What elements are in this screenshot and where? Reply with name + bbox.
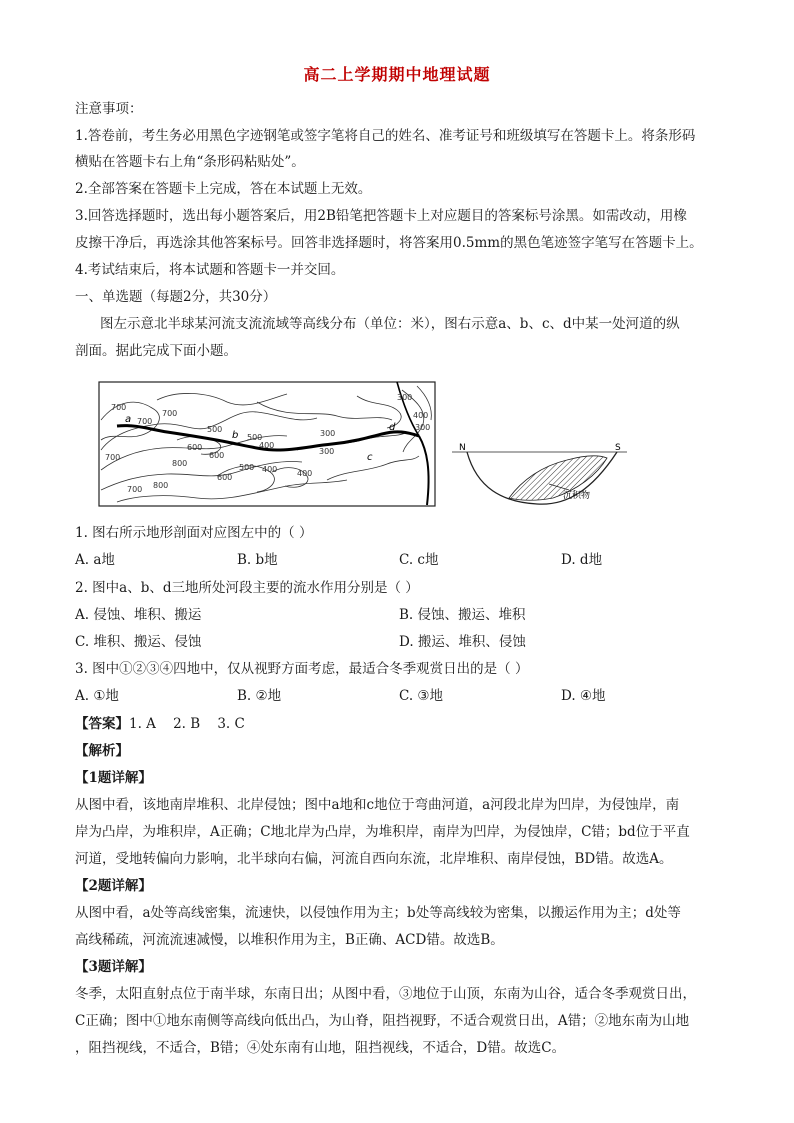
contour-label: 300 [319,447,335,456]
page-title: 高二上学期期中地理试题 [303,65,491,84]
contour-label: 500 [247,433,263,442]
question-2-stem: 2. 图中a、b、d三地所处河段主要的流水作用分别是（ ） [75,580,419,596]
q1-option-c: C. c地 [399,552,439,568]
q3-option-a: A. ①地 [75,688,119,704]
contour-label: 300 [320,429,336,438]
contour-labels [105,393,430,494]
contour-label: 800 [172,459,188,468]
q2-option-a: A. 侵蚀、堆积、搬运 [75,607,202,623]
q2-option-b: B. 侵蚀、搬运、堆积 [399,607,526,623]
q2-option-d: D. 搬运、堆积、侵蚀 [399,634,526,650]
question-1-stem: 1. 图右所示地形剖面对应图左中的（ ） [75,525,313,541]
q1-option-b: B. b地 [237,552,278,568]
contour-label: 700 [137,417,153,426]
note-2: 2.全部答案在答题卡上完成，答在本试题上无效。 [75,181,372,197]
q3-option-b: B. ②地 [237,688,282,704]
contour-label: 400 [297,469,313,478]
section-heading: 一、单选题（每题2分，共30分） [75,289,277,305]
detail-1-line-2: 岸为凸岸，为堆积岸，A正确；C地北岸为凸岸，为堆积岸，南岸为凹岸，为侵蚀岸，C错；bd位于平直 [75,824,690,840]
q2-option-c: C. 堆积、搬运、侵蚀 [75,634,202,650]
note-4: 4.考试结束后，将本试题和答题卡一并交回。 [75,262,345,278]
detail-2-line-2: 高线稀疏，河流流速减慢，以堆积作用为主，B正确、ACD错。故选B。 [75,932,504,948]
detail-2-label: 【2题详解】 [75,878,152,894]
contour-label: 600 [209,451,225,460]
q3-option-c: C. ③地 [399,688,444,704]
detail-3-line-1: 冬季，太阳直射点位于南半球，东南日出；从图中看，③地位于山顶，东南为山谷，适合冬季观赏日出， [75,986,696,1002]
deposit-area [509,456,607,500]
contour-label: 600 [187,443,203,452]
contour-label: 700 [105,453,121,462]
note-3b: 皮擦干净后，再选涂其他答案标号。回答非选择题时，将答案用0.5mm的黑色笔迹签字笔写在答题卡上。 [75,235,703,251]
note-1a: 1.答卷前，考生务必用黑色字迹钢笔或签字笔将自己的姓名、准考证号和班级填写在答题卡上。将条形码 [75,128,696,144]
point-d-label: d [389,422,396,433]
point-c-label: c [367,452,373,463]
contour-label: 300 [397,393,413,402]
detail-3-label: 【3题详解】 [75,959,152,975]
figure-svg [97,380,637,510]
answer-text: 1. A 2. B 3. C [129,716,245,732]
contour-label: 700 [127,485,143,494]
note-1b: 横贴在答题卡右上角“条形码粘贴处”。 [75,154,305,170]
contour-label: 400 [262,465,278,474]
q3-option-d: D. ④地 [561,688,606,704]
contour-label: 400 [259,441,275,450]
contour-label: 300 [415,423,431,432]
profile-north-label: N [459,443,466,453]
analysis-label: 【解析】 [75,743,129,759]
question-3-stem: 3. 图中①②③④四地中，仅从视野方面考虑，最适合冬季观赏日出的是（ ） [75,661,529,677]
q1-option-d: D. d地 [561,552,603,568]
detail-3-line-2: C正确；图中①地东南侧等高线向低出凸，为山脊，阻挡视野，不适合观赏日出，A错；②地东南为山地 [75,1013,690,1029]
contour-label: 700 [111,403,127,412]
note-3a: 3.回答选择题时，选出每小题答案后，用2B铅笔把答题卡上对应题目的答案标号涂黑。如需改动，用橡 [75,208,687,224]
trunk-river [419,436,429,505]
answer-line [75,715,725,733]
point-b-label: b [232,430,239,441]
deposit-label: 沉积物 [563,491,591,501]
figure-contour-and-profile [97,380,637,510]
detail-1-line-3: 河道，受地转偏向力影响，北半球向右偏，河流自西向东流，北岸堆积、南岸侵蚀，BD错。故选A。 [75,851,673,867]
contour-label: 400 [413,411,429,420]
detail-1-line-1: 从图中看，该地南岸堆积、北岸侵蚀；图中a地和c地位于弯曲河道，a河段北岸为凹岸，为侵蚀岸，南 [75,797,680,813]
contour-label: 600 [217,473,233,482]
notes-heading: 注意事项： [75,101,143,117]
detail-2-line-1: 从图中看，a处等高线密集，流速快，以侵蚀作用为主；b处等高线较为密集，以搬运作用为主；d处等 [75,905,681,921]
contour-label: 500 [239,463,255,472]
q1-option-a: A. a地 [75,552,115,568]
intro-line-2: 剖面。据此完成下面小题。 [75,343,237,359]
detail-1-label: 【1题详解】 [75,770,152,786]
answer-label: 【答案】 [75,716,129,732]
intro-line-1: 图左示意北半球某河流支流流域等高线分布（单位：米），图右示意a、b、c、d中某一处河道的纵 [100,316,680,332]
river-profile [452,443,627,504]
point-a-label: a [125,414,132,425]
contour-label: 700 [162,409,178,418]
profile-south-label: S [615,443,621,453]
contour-label: 500 [207,425,223,434]
contour-label: 800 [153,481,169,490]
detail-3-line-3: ，阻挡视线，不适合，B错；④处东南有山地，阻挡视线，不适合，D错。故选C。 [75,1040,566,1056]
